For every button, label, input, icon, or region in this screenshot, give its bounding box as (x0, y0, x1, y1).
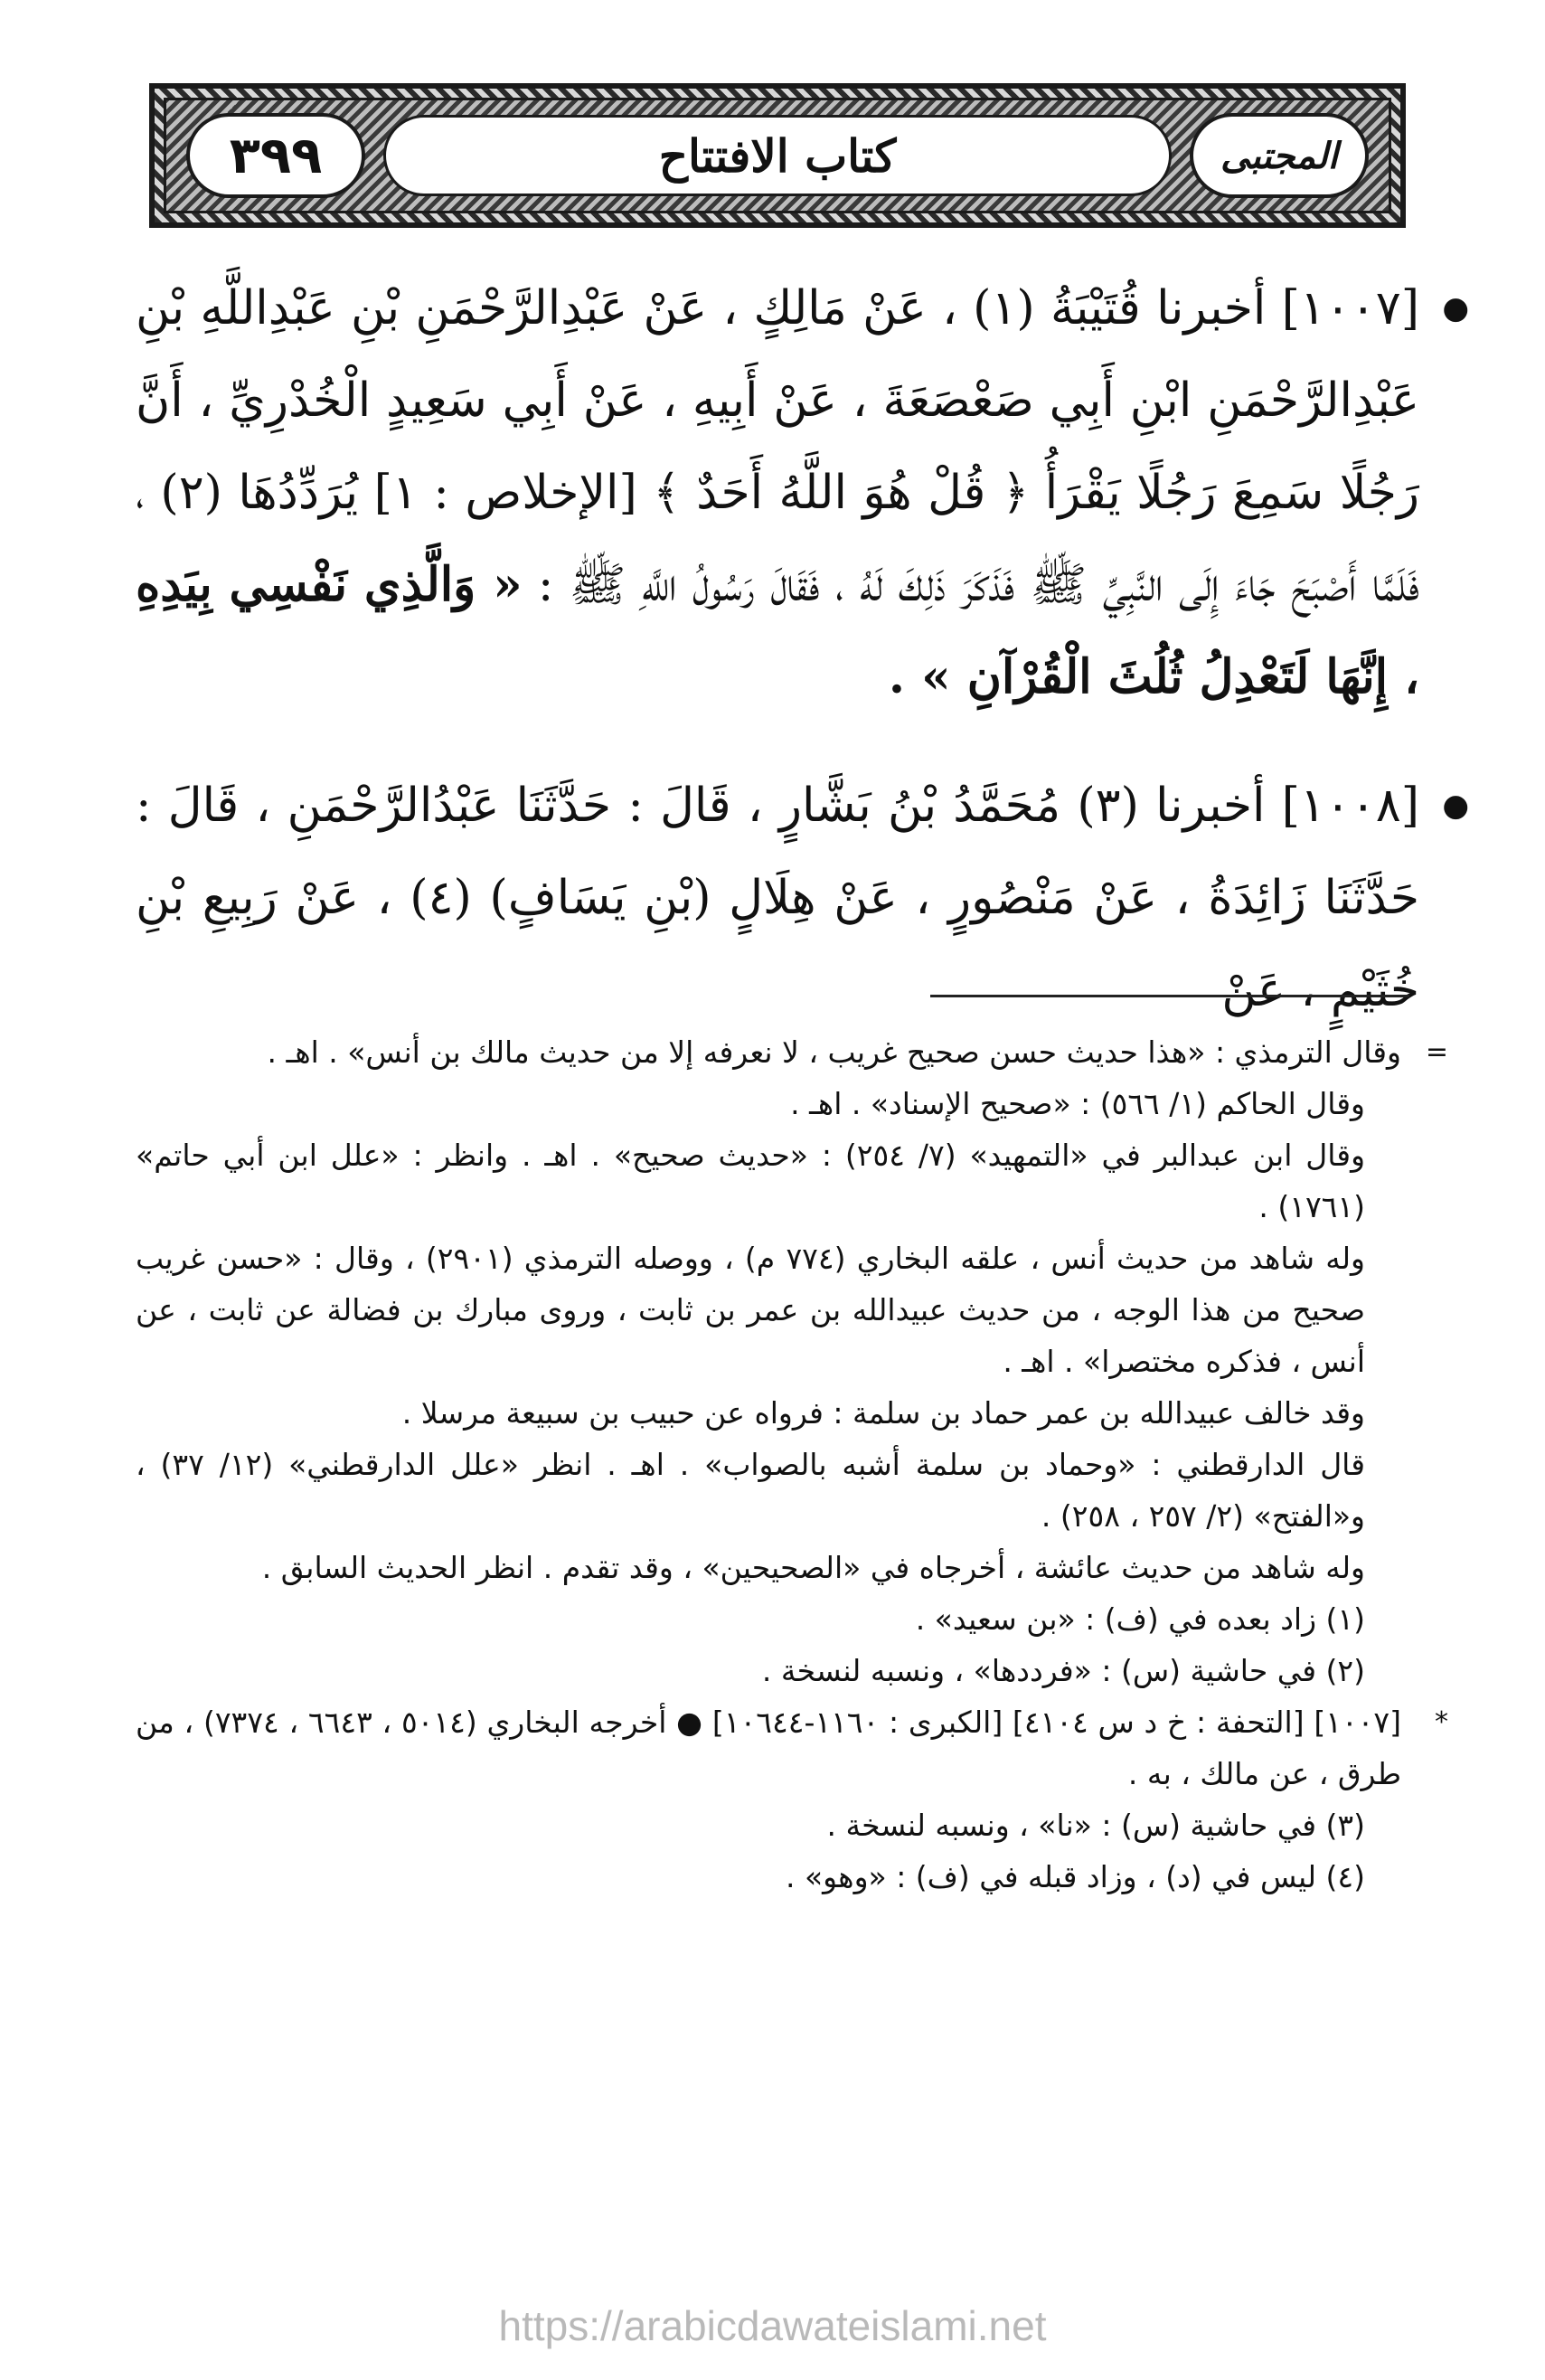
takhrij-star: * (1435, 1706, 1448, 1738)
footnote-divider (930, 995, 1409, 997)
hadith-1007-text: [١٠٠٧] أخبرنا قُتَيْبَةُ (١) ، عَنْ مَالِكٍ ، عَنْ عَبْدِالرَّحْمَنِ بْنِ عَبْدِاللَّهِ بْنِ عَبْدِالرَّحْمَنِ ابْنِ أَبِي صَعْصَعَةَ ، عَنْ أَبِيهِ ، عَنْ أَبِي سَعِيدٍ الْخُدْرِيِّ ، أَنَّ رَجُلًا سَمِعَ رَجُلًا يَقْرَأُ ﴿ قُلْ هُوَ اللَّهُ أَحَدٌ ﴾ [الإخلاص : ١] يُرَدِّدُهَا (٢) ، فَلَمَّا أَصْبَحَ جَاءَ إِلَى النَّبِيِّ ﷺ فَذَكَرَ ذَلِكَ لَهُ ، فَقَالَ رَسُولُ اللَّهِ ﷺ : (136, 281, 1420, 612)
chapter-title: كتاب الافتتاح (658, 128, 897, 183)
continuation-marker: = (1425, 1036, 1448, 1068)
book-name-medallion (1190, 113, 1369, 198)
note-line: قال الدارقطني : «وحماد بن سلمة أشبه بالصواب» . اهـ . انظر «علل الدارقطني» (١٢/ ٣٧) ، و«الفتح» (٢/ ٢٥٧ ، ٢٥٨) . (136, 1447, 1366, 1534)
hadith-bullet: ● (1442, 788, 1469, 824)
hadith-1007-emphasis: « وَالَّذِي نَفْسِي بِيَدِهِ ، إِنَّهَا لَتَعْدِلُ ثُلُثَ الْقُرْآنِ » . (136, 557, 1419, 704)
chapter-title-plate (383, 115, 1172, 196)
header-ornament (164, 98, 1391, 213)
note-line: وقال الحاكم (١/ ٥٦٦) : «صحيح الإسناد» . اهـ . (790, 1086, 1365, 1121)
hadith-bullet: ● (1442, 290, 1469, 326)
page-number: ٣٩٩ (229, 126, 323, 185)
book-name: المجتبى (1220, 134, 1338, 177)
main-text (136, 262, 1469, 1036)
note-line: وقال الترمذي : «هذا حديث حسن صحيح غريب ، لا نعرفه إلا من حديث مالك بن أنس» . اهـ . (267, 1034, 1401, 1070)
footnote-3: (٣) في حاشية (س) : «نا» ، ونسبه لنسخة . (826, 1808, 1365, 1843)
note-line: وله شاهد من حديث عائشة ، أخرجاه في «الصحيحين» ، وقد تقدم . انظر الحديث السابق . (261, 1550, 1365, 1585)
note-line: وقد خالف عبيدالله بن عمر حماد بن سلمة : فرواه عن حبيب بن سبيعة مرسلا . (401, 1395, 1365, 1431)
footnote-4: (٤) ليس في (د) ، وزاد قبله في (ف) : «وهو» . (785, 1859, 1365, 1894)
page-number-medallion (186, 113, 365, 198)
page-header (149, 83, 1406, 228)
note-line: وقال ابن عبدالبر في «التمهيد» (٧/ ٢٥٤) : «حديث صحيح» . اهـ . وانظر : «علل ابن أبي حاتم» (١٧٦١) . (136, 1138, 1366, 1224)
hadith-1007 (136, 262, 1469, 723)
footnote-1: (١) زاد بعده في (ف) : «بن سعيد» . (915, 1601, 1365, 1637)
note-line: وله شاهد من حديث أنس ، علقه البخاري (٧٧٤ م) ، ووصله الترمذي (٢٩٠١) ، وقال : «حسن غريب صحيح من هذا الوجه ، من حديث عبيدالله بن عمر بن ثابت ، وروى مبارك بن فضالة عن ثابت ، عن أنس ، فذكره مختصرا» . اهـ . (136, 1241, 1365, 1379)
source-watermark: https://arabicdawateislami.net (498, 2302, 1047, 2349)
footnote-2: (٢) في حاشية (س) : «فرددها» ، ونسبه لنسخة . (761, 1653, 1365, 1688)
takhrij-1007: [١٠٠٧] [التحفة : خ د س ٤١٠٤] [الكبرى : ١١٦٠-١٠٦٤٤] ● أخرجه البخاري (٥٠١٤ ، ٦٦٤٣ ، ٧٣٧٤) ، من طرق ، عن مالك ، به . (136, 1705, 1401, 1791)
footnotes (136, 1026, 1448, 1903)
hadith-1008-text: [١٠٠٨] أخبرنا (٣) مُحَمَّدُ بْنُ بَشَّارٍ ، قَالَ : حَدَّثَنَا عَبْدُالرَّحْمَنِ ، قَالَ : حَدَّثَنَا زَائِدَةُ ، عَنْ مَنْصُورٍ ، عَنْ هِلَالٍ (بْنِ يَسَافٍ) (٤) ، عَنْ رَبِيعِ بْنِ خُثَيْمٍ ، عَنْ (136, 779, 1419, 1017)
